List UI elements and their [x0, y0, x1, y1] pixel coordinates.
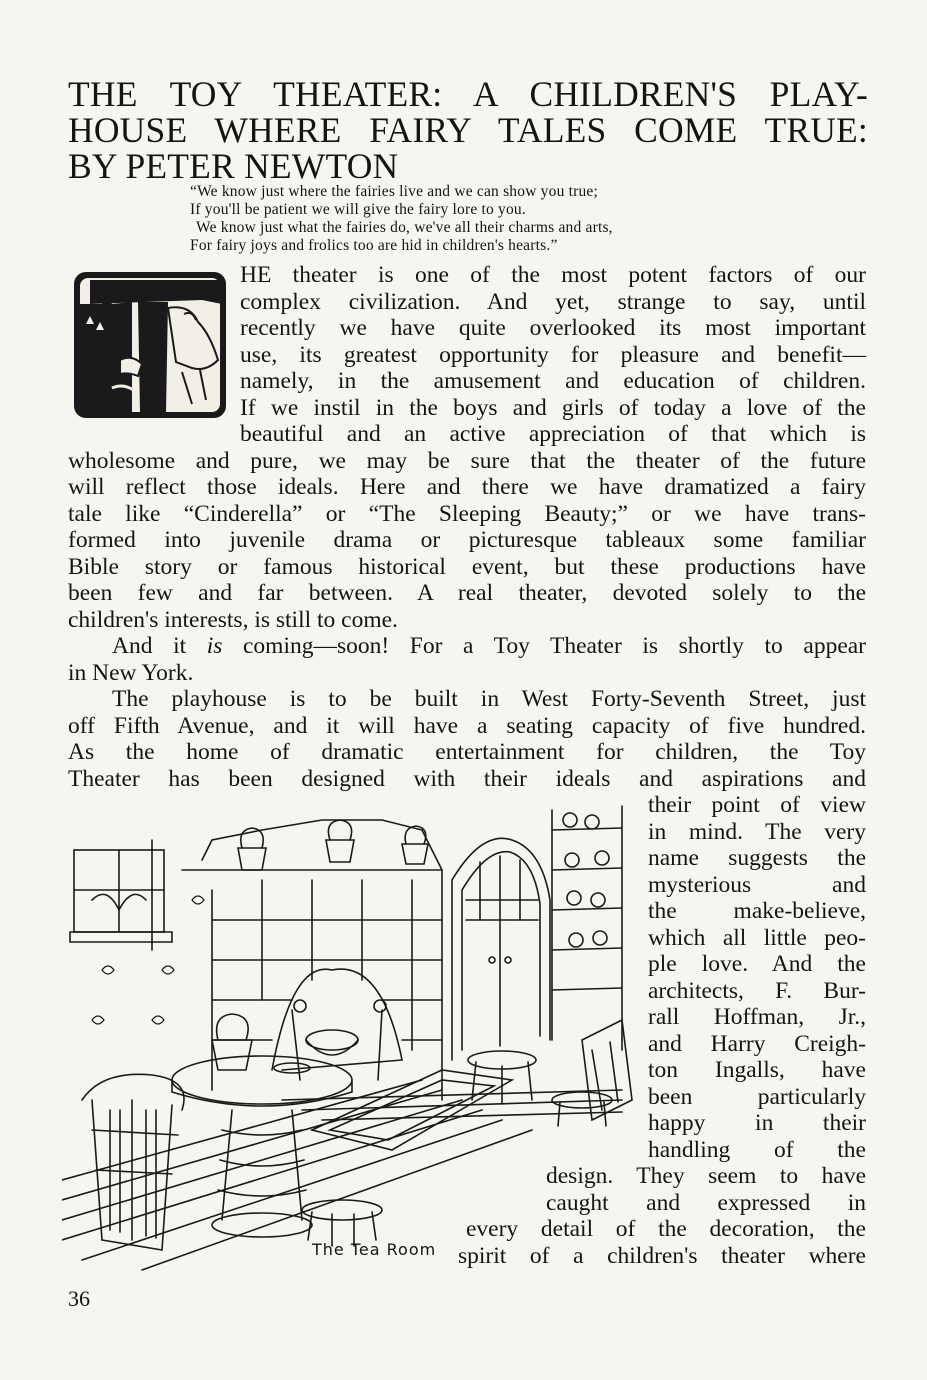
text-line: their point of view [648, 792, 866, 818]
text-line: design. They seem to have [546, 1163, 866, 1189]
text-line: tale like “Cinderella” or “The Sleeping Beauty;” or we have trans- [68, 500, 866, 527]
text-line: Theater has been designed with their ideals and aspirations and [68, 765, 866, 792]
verse-line: “We know just where the fairies live and we can show you true; [190, 183, 598, 200]
verse-line: We know just what the fairies do, we've all their charms and arts, [196, 219, 613, 236]
text-line: recently we have quite overlooked its most important [240, 315, 866, 341]
text-line: formed into juvenile drama or picturesque tableaux some familiar [68, 527, 866, 553]
text-line: wholesome and pure, we may be sure that the theater of the future [68, 447, 866, 474]
text-line: happy in their [648, 1110, 866, 1136]
title-line: HOUSE WHERE FAIRY TALES COME TRUE: [68, 110, 868, 150]
title-line: THE TOY THEATER: A CHILDREN'S PLAY- [68, 74, 868, 114]
text-line: children's interests, is still to come. [68, 606, 398, 633]
round-table [172, 1056, 352, 1237]
window [70, 840, 172, 950]
emphasis: is [206, 633, 223, 659]
title-line: BY PETER NEWTON [68, 146, 399, 186]
text-line: off Fifth Avenue, and it will have a seating capacity of five hundred. [68, 712, 866, 739]
text-line: mysterious and [648, 871, 866, 898]
text-run: coming—soon! For a Toy Theater is shortly to appear [222, 633, 866, 659]
text-line: use, its greatest opportunity for pleasure and benefit— [240, 341, 866, 368]
text-line: complex civilization. And yet, strange to say, until [240, 288, 866, 315]
text-line: architects, F. Bur- [648, 977, 866, 1004]
text-line: every detail of the decoration, the [466, 1216, 866, 1242]
text-line: been particularly [648, 1083, 866, 1110]
text-line: been few and far between. A real theater, devoted solely to the [68, 580, 866, 606]
stools [302, 1051, 612, 1246]
epigraph-verse [190, 183, 810, 255]
illustration-caption: The Tea Room [312, 1240, 437, 1259]
text-line: name suggests the [648, 845, 866, 871]
text-line: HE theater is one of the most potent factors of our [240, 262, 866, 288]
article-title [68, 76, 868, 184]
text-line: If we instil in the boys and girls of today a love of the [240, 394, 866, 421]
dish-shelves [552, 806, 622, 1050]
text-line: The playhouse is to be built in West Forty-Seventh Street, just [112, 686, 866, 712]
page-number: 36 [68, 1286, 90, 1311]
text-run: And it [112, 633, 207, 659]
text-line: caught and expressed in [546, 1189, 866, 1216]
text-run: spirit of a children's theater where [458, 1242, 866, 1269]
verse-line: If you'll be patient we will give the fairy lore to you. [190, 201, 526, 218]
text-line [68, 633, 866, 660]
text-line: and Harry Creigh- [648, 1030, 866, 1057]
tea-room-illustration [62, 800, 642, 1280]
text-line: ton Ingalls, have [648, 1057, 866, 1083]
verse-line: For fairy joys and frolics too are hid in children's hearts.” [190, 237, 558, 254]
text-line: beautiful and an active appreciation of that which is [240, 421, 866, 447]
foreground-chair [82, 1074, 184, 1250]
text-line: handling of the [648, 1136, 866, 1163]
wall-ornaments [92, 896, 204, 1024]
text-line: in New York. [68, 659, 194, 686]
text-line: will reflect those ideals. Here and there we have dramatized a fairy [68, 474, 866, 500]
text-line: the make-believe, [648, 898, 866, 924]
text-line: rall Hoffman, Jr., [648, 1004, 866, 1030]
text-line: ple love. And the [648, 951, 866, 977]
text-line: namely, in the amusement and education of children. [240, 368, 866, 394]
text-line: As the home of dramatic entertainment for children, the Toy [68, 739, 866, 765]
text-line: Bible story or famous historical event, but these productions have [68, 553, 866, 580]
arched-door [452, 838, 550, 1060]
text-line: which all little peo- [648, 924, 866, 951]
text-line: in mind. The very [648, 818, 866, 845]
